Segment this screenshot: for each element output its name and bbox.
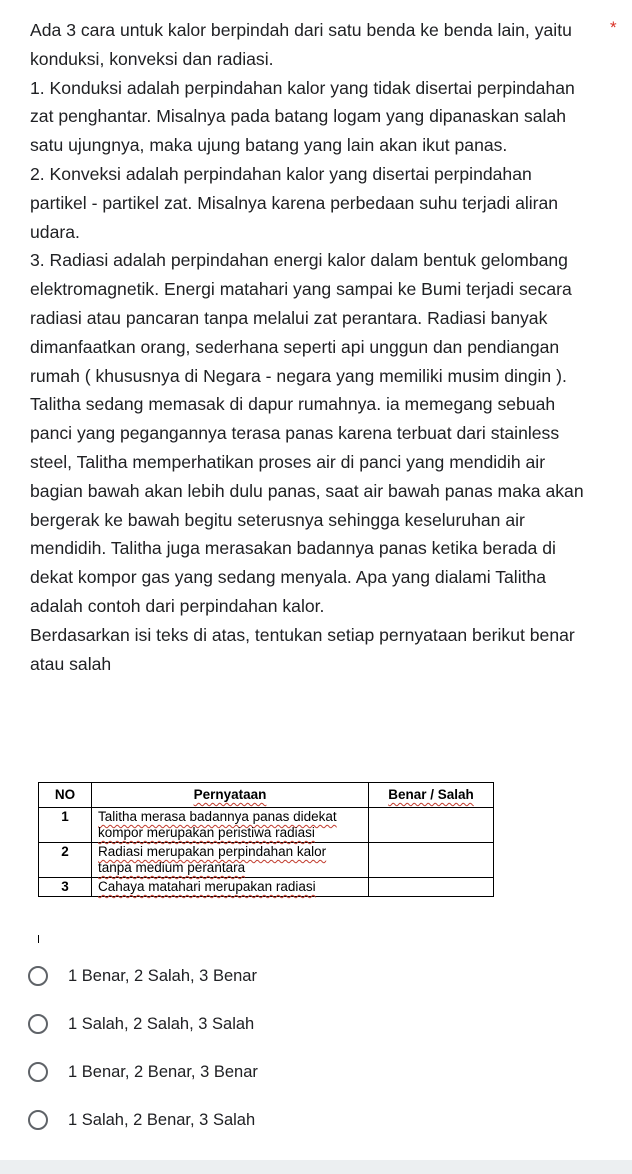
row-no: 2 xyxy=(39,843,92,878)
radio-button-icon[interactable] xyxy=(28,1110,48,1130)
radio-button-icon[interactable] xyxy=(28,966,48,986)
option-label[interactable]: 1 Benar, 2 Benar, 3 Benar xyxy=(68,1062,258,1081)
table-edge-mark xyxy=(38,935,39,943)
question-paragraph: 1. Konduksi adalah perpindahan kalor yang tidak disertai perpindahan zat penghantar. Misalnya pada batang logam yang dipanaskan salah satu ujungnya, maka ujung batang yang lain akan ikut panas. xyxy=(30,77,575,156)
row-answer xyxy=(369,843,494,878)
row-statement: Talitha merasa badannya panas didekat kompor merupakan peristiwa radiasi xyxy=(92,808,369,843)
row-answer xyxy=(369,808,494,843)
option-2[interactable] xyxy=(28,1000,258,1048)
option-label[interactable]: 1 Salah, 2 Salah, 3 Salah xyxy=(68,1014,255,1033)
question-paragraph: 3. Radiasi adalah perpindahan energi kalor dalam bentuk gelombang elektromagnetik. Energi matahari yang sampai ke Bumi terjadi secara radiasi atau pancaran tanpa melalui zat perantara. Radiasi banyak dimanfaatkan orang, sederhana seperti api unggun dan pendiangan rumah ( khususnya di Negara - negara yang memiliki musim dingin ). xyxy=(30,250,572,386)
option-4[interactable] xyxy=(28,1096,258,1144)
required-marker: * xyxy=(610,18,617,37)
header-no: NO xyxy=(39,783,92,808)
row-no: 1 xyxy=(39,808,92,843)
table-header-row xyxy=(39,783,494,808)
radio-button-icon[interactable] xyxy=(28,1062,48,1082)
question-paragraph: Berdasarkan isi teks di atas, tentukan setiap pernyataan berikut benar atau salah xyxy=(30,624,575,674)
question-paragraph: 2. Konveksi adalah perpindahan kalor yang disertai perpindahan partikel - partikel zat. Misalnya karena perbedaan suhu terjadi aliran udara. xyxy=(30,163,559,242)
header-answer: Benar / Salah xyxy=(369,783,494,808)
table-row xyxy=(39,878,494,897)
option-label[interactable]: 1 Salah, 2 Benar, 3 Salah xyxy=(68,1110,256,1129)
option-3[interactable] xyxy=(28,1048,258,1096)
page-background-strip xyxy=(0,1160,632,1174)
answer-options xyxy=(28,952,258,1144)
statement-table-image xyxy=(38,782,494,897)
header-statement: Pernyataan xyxy=(92,783,369,808)
option-1[interactable] xyxy=(28,952,258,1000)
radio-button-icon[interactable] xyxy=(28,1014,48,1034)
row-statement: Radiasi merupakan perpindahan kalor tanpa medium perantara xyxy=(92,843,369,878)
row-answer xyxy=(369,878,494,897)
question-text xyxy=(30,16,590,678)
table-row xyxy=(39,843,494,878)
table-row xyxy=(39,808,494,843)
row-no: 3 xyxy=(39,878,92,897)
row-statement: Cahaya matahari merupakan radiasi xyxy=(92,878,369,897)
option-label[interactable]: 1 Benar, 2 Salah, 3 Benar xyxy=(68,966,257,985)
question-paragraph: Talitha sedang memasak di dapur rumahnya. ia memegang sebuah panci yang pegangannya terasa panas karena terbuat dari stainless steel, Talitha memperhatikan proses air di panci yang mendidih air bagian bawah akan lebih dulu panas, saat air bawah panas maka akan bergerak ke bawah begitu seterusnya sehingga keseluruhan air mendidih. Talitha juga merasakan badannya panas ketika berada di dekat kompor gas yang sedang menyala. Apa yang dialami Talitha adalah contoh dari perpindahan kalor. xyxy=(30,394,584,616)
question-paragraph: Ada 3 cara untuk kalor berpindah dari satu benda ke benda lain, yaitu konduksi, konveksi dan radiasi. xyxy=(30,20,572,69)
